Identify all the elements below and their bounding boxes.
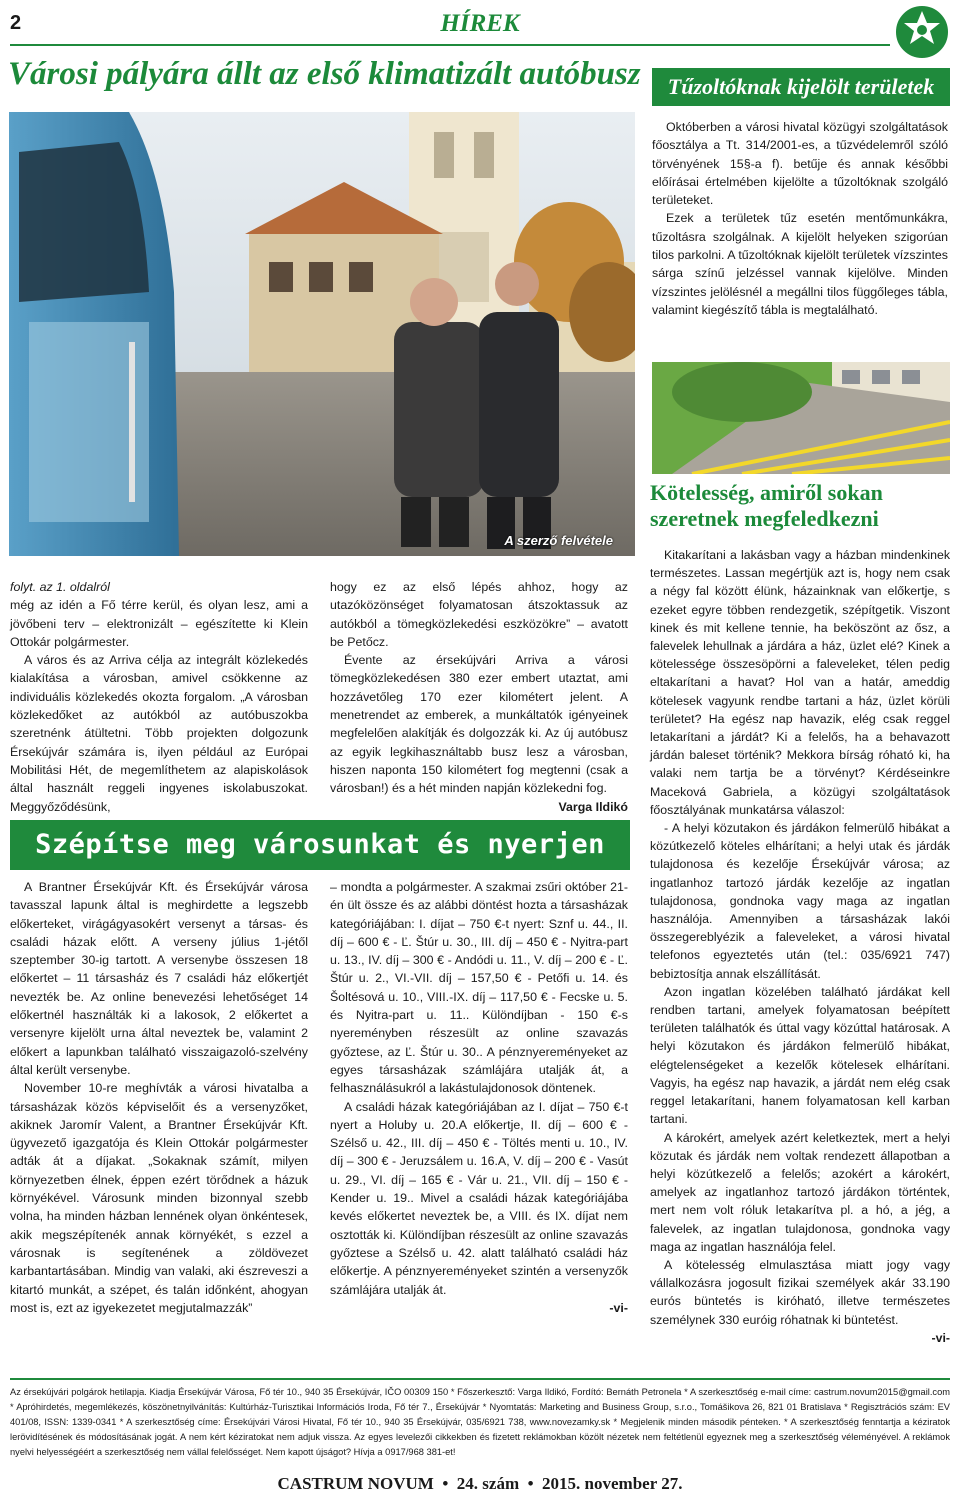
- contest-article-title: Szépítse meg városunkat és nyerjen: [35, 829, 605, 860]
- contest-signature: -vi-: [609, 1300, 628, 1315]
- bus-photo: [9, 112, 635, 556]
- contest-col1: [10, 878, 308, 1317]
- duty-paragraph: Azon ingatlan közelében található járdákat kell rendben tartani, amelyek folyamatosan beépített területen találhatók és úttal vagy közúttal határosak. A helyi közutakon és járdákon felmerülő hibákat, elégtelenségeket a kezelők kötelesek elhárítani. Vagyis, ha egész nap havazik, a járdát nem elég csak reggel letakarítani, hanem folyamatosan kell karban tartani.: [650, 984, 950, 1127]
- duty-article-title: Kötelesség, amiről sokan szeretnek megfeledkezni: [650, 480, 883, 531]
- imprint-text: Az érsekújvári polgárok hetilapja. Kiadja Érsekújvár Városa, Fő tér 10., 940 35 Érsekújvár, IČO 00309 150 * Főszerkesztő: Varga Ildikó, Fordító: Bernáth Petronela * A szerkesztőség e-mail címe: castrum.novum2015@gmail.com * Apróhirdetés, megemlékezés, köszönetnyilvánítás: Kultúrház-Turisztikai Információs Iroda, Fő tér 7., Érsekújvár * Nyomtatás: Marketing and Business Group, s.r.o., Tomášikova 26, 821 01 Bratislava * Regisztrációs szám: EV 401/08, ISSN: 1339-0341 * A szerkesztőség címe: Érsekújvári Városi Hivatal, Fő tér 10., 940 35 Érsekújvár, 035/6921 738, www.novezamky.sk * Megjelenik minden második pénteken. * A szerkesztőség fenntartja a kéziratok lerövidítésének és módosításának jogát. A nem kért kéziratokat nem adjuk vissza. Az egyes levelezői cikkekben és fizetett reklámokban közölt nézetek nem feltétlenül egyeznek meg a szerkesztőség véleményével. A reklámok nyelvi helyességéért a szerkesztőség nem vállal felelősséget. Nem kapott újságot? Hívja a 0917/968 381-et!: [10, 1387, 950, 1457]
- contest-paragraph: A családi házak kategóriájában az I. díjat – 750 €-t nyert a Holuby u. 20.A előkertje, II. díj – 600 € - Szélső u. 42., III. díj – 450 € - Töltés menti u. 10., IV. díj – 300 € - Jeruzsálem u. 16.A, V. díj – 200 € - Vasút u. 29., VI. díj – 165 € - Vár u. 21., VII. díj – 150 € - Kender u. 19.. Mivel a családi házak kategóriájába kevés előkertet neveztek be, a VIII. és IX. díjat nem osztották ki. Különdíjban részesült az online szavazás győztese a Szélső u. 42. alatt található családi ház előkertje. A pénznyereményeket szintén a versenyzők számlájára utalják át.: [330, 1099, 628, 1297]
- main-article-col2: [330, 578, 628, 816]
- main-article-title: Városi pályára állt az első klimatizált autóbusz: [8, 56, 641, 92]
- main-article-col1: [10, 578, 308, 816]
- continued-note: folyt. az 1. oldalról: [10, 580, 110, 594]
- page-number: 2: [10, 12, 22, 34]
- fire-zone-photo: [652, 362, 950, 474]
- fire-paragraph: Ezek a területek tűz esetén mentőmunkákra, tűzoltásra szolgálnak. A kijelölt helyeken szigorúan tilos parkolni. A tűzoltóknak kijelölt területek vízszintes sárga színű jelzéssel vannak kijelölve. Minden vízszintes jelölésnél a megállni tilos függőleges tábla, valamint kiegészítő tábla is megtalálható.: [652, 211, 948, 317]
- masthead-footer: CASTRUM NOVUM • 24. szám • 2015. november 27.: [277, 1474, 683, 1493]
- section-title: HÍREK: [440, 10, 520, 37]
- duty-paragraph: A kötelesség elmulasztása miatt jogy vagy vállalkozásra jogosult fizikai személyek akár 33.190 eurós büntetés is kiróható, illetve természetes személynek 330 euróig róhatnak ki büntetést.: [650, 1257, 950, 1327]
- duty-paragraph: - A helyi közutakon és járdákon felmerülő hibákat a közútkezelő köteles elhárítani; a helyi utak és járdák tulajdonosa és kezelője Érsekújvár városa; az ingatlanhoz tartozó járdák kezelője az ingatlan tulajdonosa, gondnoka vagy maga az ingatlan használója. Amennyiben a társasházak lakói összegereblyézik a faleveleket, a városi hivatal telefonos egyeztetés után (tel.: 035/6921 747) bebiztosítja annak elszállítását.: [650, 821, 950, 981]
- fire-article-banner: [652, 68, 950, 106]
- city-crest-logo: [892, 2, 952, 62]
- fire-article-text: [652, 118, 948, 319]
- footer-rule: [10, 1378, 950, 1380]
- duty-paragraph: A károkért, amelyek azért keletkeztek, mert a helyi közutak és járdák nem voltak rendezett állapotban a helyi közútkezelő a felelős; azokért a károkért, amelyek az ingatlanhoz tartozó járdákon történtek, mert nem volt róluk letakarítva pl. a hó, a jég, a falevelek, az ingatlan tulajdonosa, gondnoka vagy maga az ingatlan használója felel.: [650, 1130, 950, 1254]
- main-paragraph: hogy ez az első lépés ahhoz, hogy az utazóközönséget folyamatosan átszoktassuk az autókból a tömegközlekedési eszközökre” – avatott be Petőcz.: [330, 580, 628, 649]
- fire-article-title: Tűzoltóknak kijelölt területek: [667, 74, 935, 99]
- fire-paragraph: Októberben a városi hivatal közügyi szolgáltatások főosztálya a Tt. 314/2001-es, a tűzvédelemről szóló törvényének 15§-a f). betűje és annak későbbi előírásai értelmében kijelölte a tűzoltóknak szolgáló területeket.: [652, 120, 948, 208]
- main-paragraph: Évente az érsekújvári Arriva a városi tömegközlekedésen 380 ezer embert utaztat, ami hozzávetőleg 170 ezer kilométert jelent. A menetrendet az emberek, a munkáltatók igényeinek megfelelően alakítják és dolgozzák ki. Az új autóbusz az egyik legkihasználtabb busz lesz a városban, hiszen naponta 150 kilométert fog megtenni (csak a városban!) és a hét minden napján közlekedni fog.: [330, 653, 628, 796]
- main-paragraph: még az idén a Fő térre kerül, és olyan lesz, ami a jövőbeni terv – elektronizált – egészítette ki Klein Ottokár polgármester.: [10, 598, 308, 649]
- main-paragraph: A város és az Arriva célja az integrált közlekedés kialakítása a városban, amivel csökkenne az individuális közlekedés okozta forgalom. „A városban közlekedőket az autókból az autóbuszokba szeretnénk átültetni. Több projekten dolgozunk Érsekújvár számára is, ilyen például az Európai Mobilitási Hét, de megemlíthetem az alapiskolások által használt reggeli ingyenes iskolabuszokat. Meggyőződésünk,: [10, 653, 308, 814]
- contest-banner: [10, 820, 630, 870]
- duty-paragraph: Kitakarítani a lakásban vagy a házban mindenkinek természetes. Lassan megértjük azt is, hogy nem csak a négy fal között élünk, házainknak van előkertje, s ezeket egyre többen rendezgetik, szépítgetik. Viszont kinek és mit kellene tennie, ha beköszönt az ősz, a falevelek lehullnak a járdára a ház, üzlet elé? Kinek a kötelessége összesöpörni a faleveleket, télen pedig eltakarítani a havat? Hol van a határ, ameddig kötelesek vagyunk rendbe tartani a ház, üzlet körüli területet? Ha egész nap havazik, elég csak reggel letakarítani a járdát? Ki a felelős, ha a behavazott járdán baleset történik? Mekkora bírság róható ki, ha valaki nem tartja be a törvényt? Kérdéseinkre Maceková Gabriela, a közügyi szolgáltatások főosztályának munkatársa válaszol:: [650, 548, 950, 817]
- main-signature: Varga Ildikó: [558, 799, 628, 814]
- contest-paragraph: November 10-re meghívták a városi hivatalba a társasházak közös képviselőit és a versenyzőket, akiknek Jaromír Valent, a Brantner Érsekújvár Kft. ügyvezető igazgatója és Klein Ottokár polgármester adták át a díjakat. „Sokaknak számít, milyen környezetben élnek, éppen ezért törődnek a házuk környékével. Városunk minden bizonnyal szebb volna, ha minden házban lennének olyan önkéntesek, akik megszépítenék annak környékét, s ezzel a városnak is segítenének a zöldövezet karbantartásában. Mindig van valaki, aki észreveszi a kitartó munkát, a szépet, és talán időnként, ahogyan most is, ezt az igyekezetet megjutalmazzák”: [10, 1081, 308, 1315]
- contest-col2: [330, 878, 628, 1317]
- contest-paragraph: – mondta a polgármester. A szakmai zsűri október 21-én ült össze és az alábbi döntést hozta a társasházak kategóriájában: I. díjat – 750 €-t nyert: Sznf u. 44., II. díj – 600 € - Ľ. Štúr u. 30., III. díj – 450 € - Nyitra-part u. 13., IV. díj – 300 € - Andódi u. 11., V. díj – 200 € - Ľ. Štúr u. 2., VI.-VII. díj – 157,50 € - Petőfi u. 14. és Šoltésová u. 10., VIII.-IX. díj – 117,50 € - Fecske u. 5. és Nyitra-part u. 11.. Különdíjban - 150 €-s nyereményben részesült az online szavazás győztese, az Ľ. Štúr u. 30.. A pénznyereményeket az egyes társasházak számlájára utalják át, a felhasználásukról a lakástulajdonosok döntenek.: [330, 880, 628, 1096]
- header-rule: [10, 44, 890, 46]
- contest-paragraph: A Brantner Érsekújvár Kft. és Érsekújvár városa tavasszal lapunk által is meghirdette a legszebb előkerteket, virágágyasokért versenyt a társas- és családi házak előtt. A verseny július 1-jétől szeptember 30-ig tartott. A versenybe összesen 18 előkertet – 11 társasház és 7 családi ház előkertjét nevezték be. Az online benevezési lehetőséget 14 előkertnél használták ki a lakosok, 2 előkertet a versenyre kijelölt urna által neveztek be, valamint 2 előkert a lapunkban található visszaigazoló-szelvény által került versenybe.: [10, 880, 308, 1077]
- photo-credit: A szerző felvétele: [504, 533, 613, 548]
- duty-signature: -vi-: [931, 1330, 950, 1345]
- duty-article-text: [650, 546, 950, 1347]
